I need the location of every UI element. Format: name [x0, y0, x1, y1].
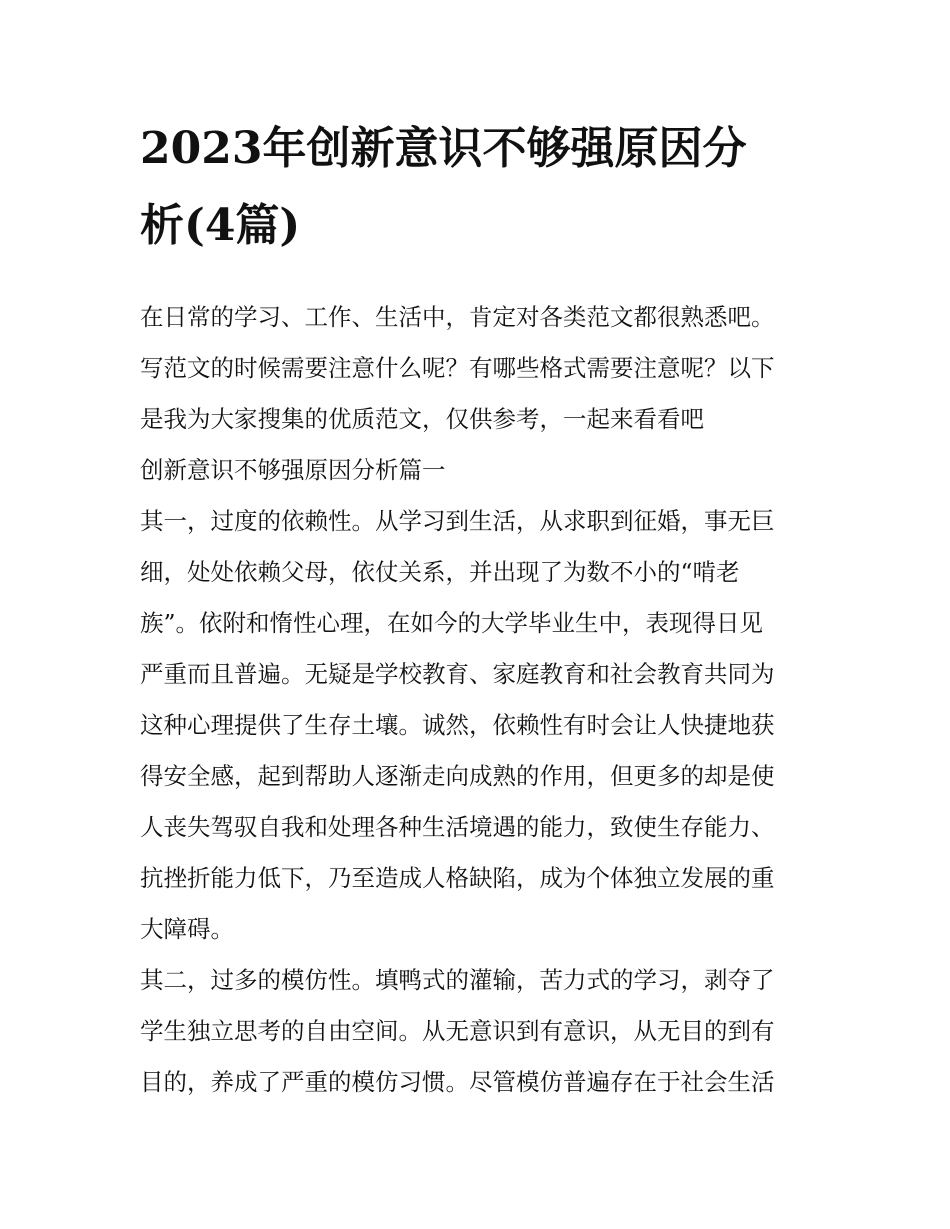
paragraph-1 [140, 496, 812, 955]
document-title [140, 112, 812, 262]
paragraph-line: 其一，过度的依赖性。从学习到生活，从求职到征婚，事无巨 [140, 507, 775, 535]
paragraph-line: 严重而且普遍。无疑是学校教育、家庭教育和社会教育共同为 [140, 660, 775, 688]
paragraph-2 [140, 955, 812, 1108]
title-line-1: 2023年创新意识不够强原因分 [140, 123, 747, 174]
paragraph-line: 其二，过多的模仿性。填鸭式的灌输，苦力式的学习，剥夺了 [140, 966, 775, 994]
intro-line: 在日常的学习、工作、生活中，肯定对各类范文都很熟悉吧。 [140, 303, 775, 331]
paragraph-line: 大障碍。 [140, 915, 234, 943]
paragraph-line: 这种心理提供了生存土壤。诚然，依赖性有时会让人快捷地获 [140, 711, 775, 739]
paragraph-line: 目的，养成了严重的模仿习惯。尽管模仿普遍存在于社会生活 [140, 1068, 775, 1096]
section-heading-text: 创新意识不够强原因分析篇一 [140, 456, 446, 484]
intro-paragraph [140, 292, 812, 445]
title-line-2: 析(4篇) [140, 200, 301, 251]
intro-line: 是我为大家搜集的优质范文，仅供参考，一起来看看吧 [140, 405, 704, 433]
paragraph-line: 人丧失驾驭自我和处理各种生活境遇的能力，致使生存能力、 [140, 813, 775, 841]
document-page [140, 112, 812, 1108]
paragraph-line: 族”。依附和惰性心理，在如今的大学毕业生中，表现得日见 [140, 609, 764, 637]
paragraph-line: 学生独立思考的自由空间。从无意识到有意识，从无目的到有 [140, 1017, 775, 1045]
paragraph-line: 得安全感，起到帮助人逐渐走向成熟的作用，但更多的却是使 [140, 762, 775, 790]
section-heading [140, 445, 812, 496]
paragraph-line: 抗挫折能力低下，乃至造成人格缺陷，成为个体独立发展的重 [140, 864, 775, 892]
paragraph-line: 细，处处依赖父母，依仗关系，并出现了为数不小的“啃老 [140, 558, 740, 586]
intro-line: 写范文的时候需要注意什么呢？有哪些格式需要注意呢？以下 [140, 354, 775, 382]
